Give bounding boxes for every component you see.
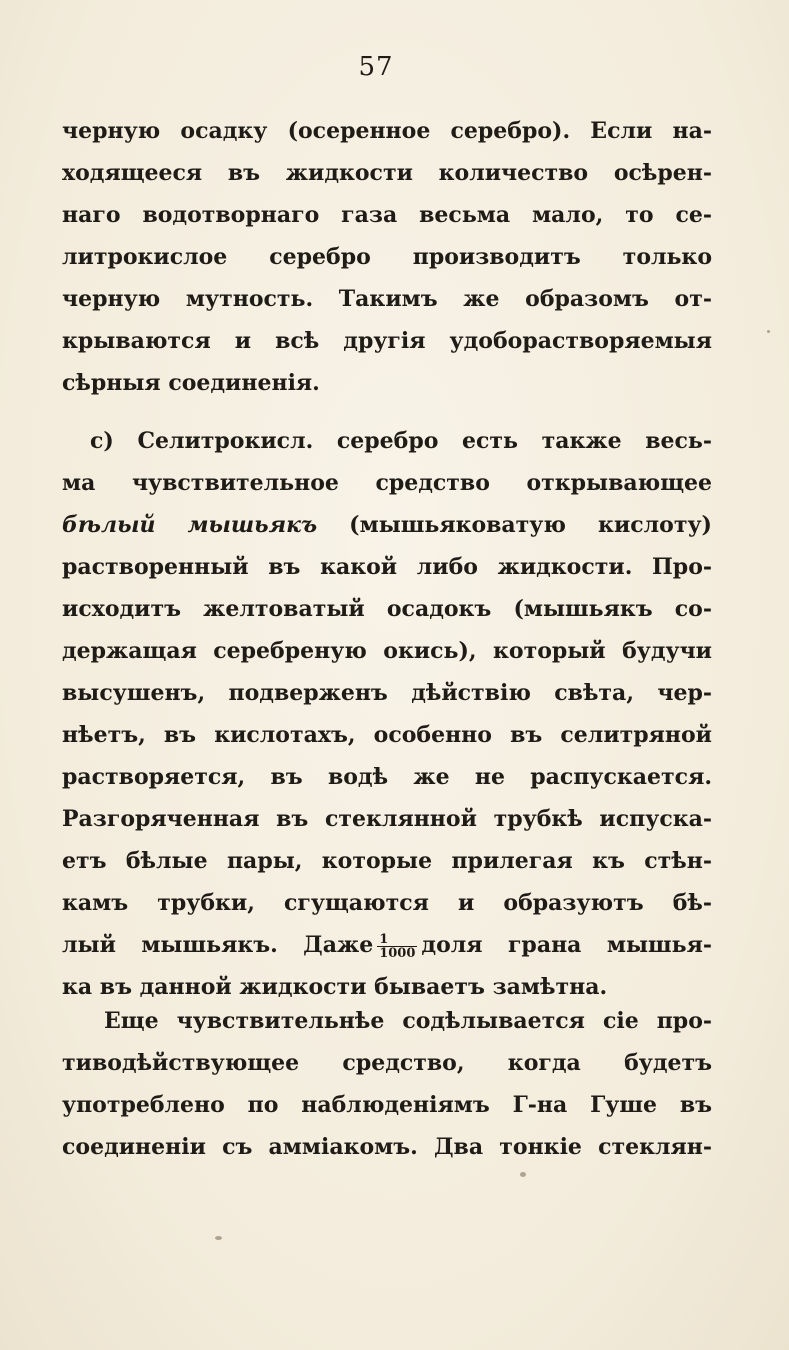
text-line-content: доля грана мышья- [421,932,712,958]
paper-speck [520,1172,526,1177]
paragraph-2 [62,420,712,1008]
text-line-content: (мышьяковатую кислоту) [349,512,712,538]
text-line: высушенъ, подверженъ дѣйствію свѣта, чер- [62,680,712,706]
text-line: сѣрныя соединенія. [62,370,320,396]
text-line: етъ бѣлые пары, которые прилегая къ стѣн- [62,848,712,874]
text-line: соединеніи съ амміакомъ. Два тонкіе стеклян- [62,1134,712,1160]
text-line: нѣетъ, въ кислотахъ, особенно въ селитряной [62,722,712,748]
text-line-content: Еще чувствительнѣе содѣлывается сіе про- [104,1008,712,1034]
text-line: крываются и всѣ другія удобоpастворяемыя [62,328,712,354]
paper-speck [767,330,770,333]
text-line [62,1000,712,1042]
text-line: тиводѣйствующее средство, когда будетъ [62,1050,712,1076]
text-line: растворяется, въ водѣ же не распускается. [62,764,712,790]
text-line [62,504,712,546]
page-number: 57 [358,52,394,82]
text-line: растворенный въ какой либо жидкости. Про- [62,554,712,580]
text-line-content: c) Селитрокисл. серебро есть также весь- [90,428,712,454]
paragraph-3 [62,1000,712,1168]
text-line: ка въ данной жидкости бываетъ замѣтна. [62,974,608,1000]
text-line: наго водотворнаго газа весьма мало, то се- [62,202,712,228]
text-line [62,924,712,966]
text-line: исходитъ желтоватый осадокъ (мышьякъ со- [62,596,712,622]
text-line: ма чувствительное средство открывающее [62,470,712,496]
text-line: Разгоряченная въ стеклянной трубкѣ испуска- [62,806,712,832]
text-line: черную мутность. Такимъ же образомъ от- [62,286,712,312]
paragraph-1 [62,110,712,404]
fraction-denominator: 1000 [379,945,416,961]
text-line: черную осадку (осеренное серебро). Если на- [62,118,712,144]
text-line: ходящееся въ жидкости количество осѣрен- [62,160,712,186]
text-line: употреблено по наблюденіямъ Г-на Гуше въ [62,1092,712,1118]
text-line: камъ трубки, сгущаются и образуютъ бѣ- [62,890,712,916]
text-line-content: лый мышьякъ. Даже [62,932,374,958]
fraction-numerator: 1 [377,933,417,947]
text-line: литрокислое серебро производитъ только [62,244,712,270]
text-line: держащая серебреную окись), который будучи [62,638,712,664]
italic-term: бѣлый мышьякъ [62,512,318,538]
text-line [62,420,712,462]
fraction [377,933,417,960]
paper-speck [215,1236,222,1240]
